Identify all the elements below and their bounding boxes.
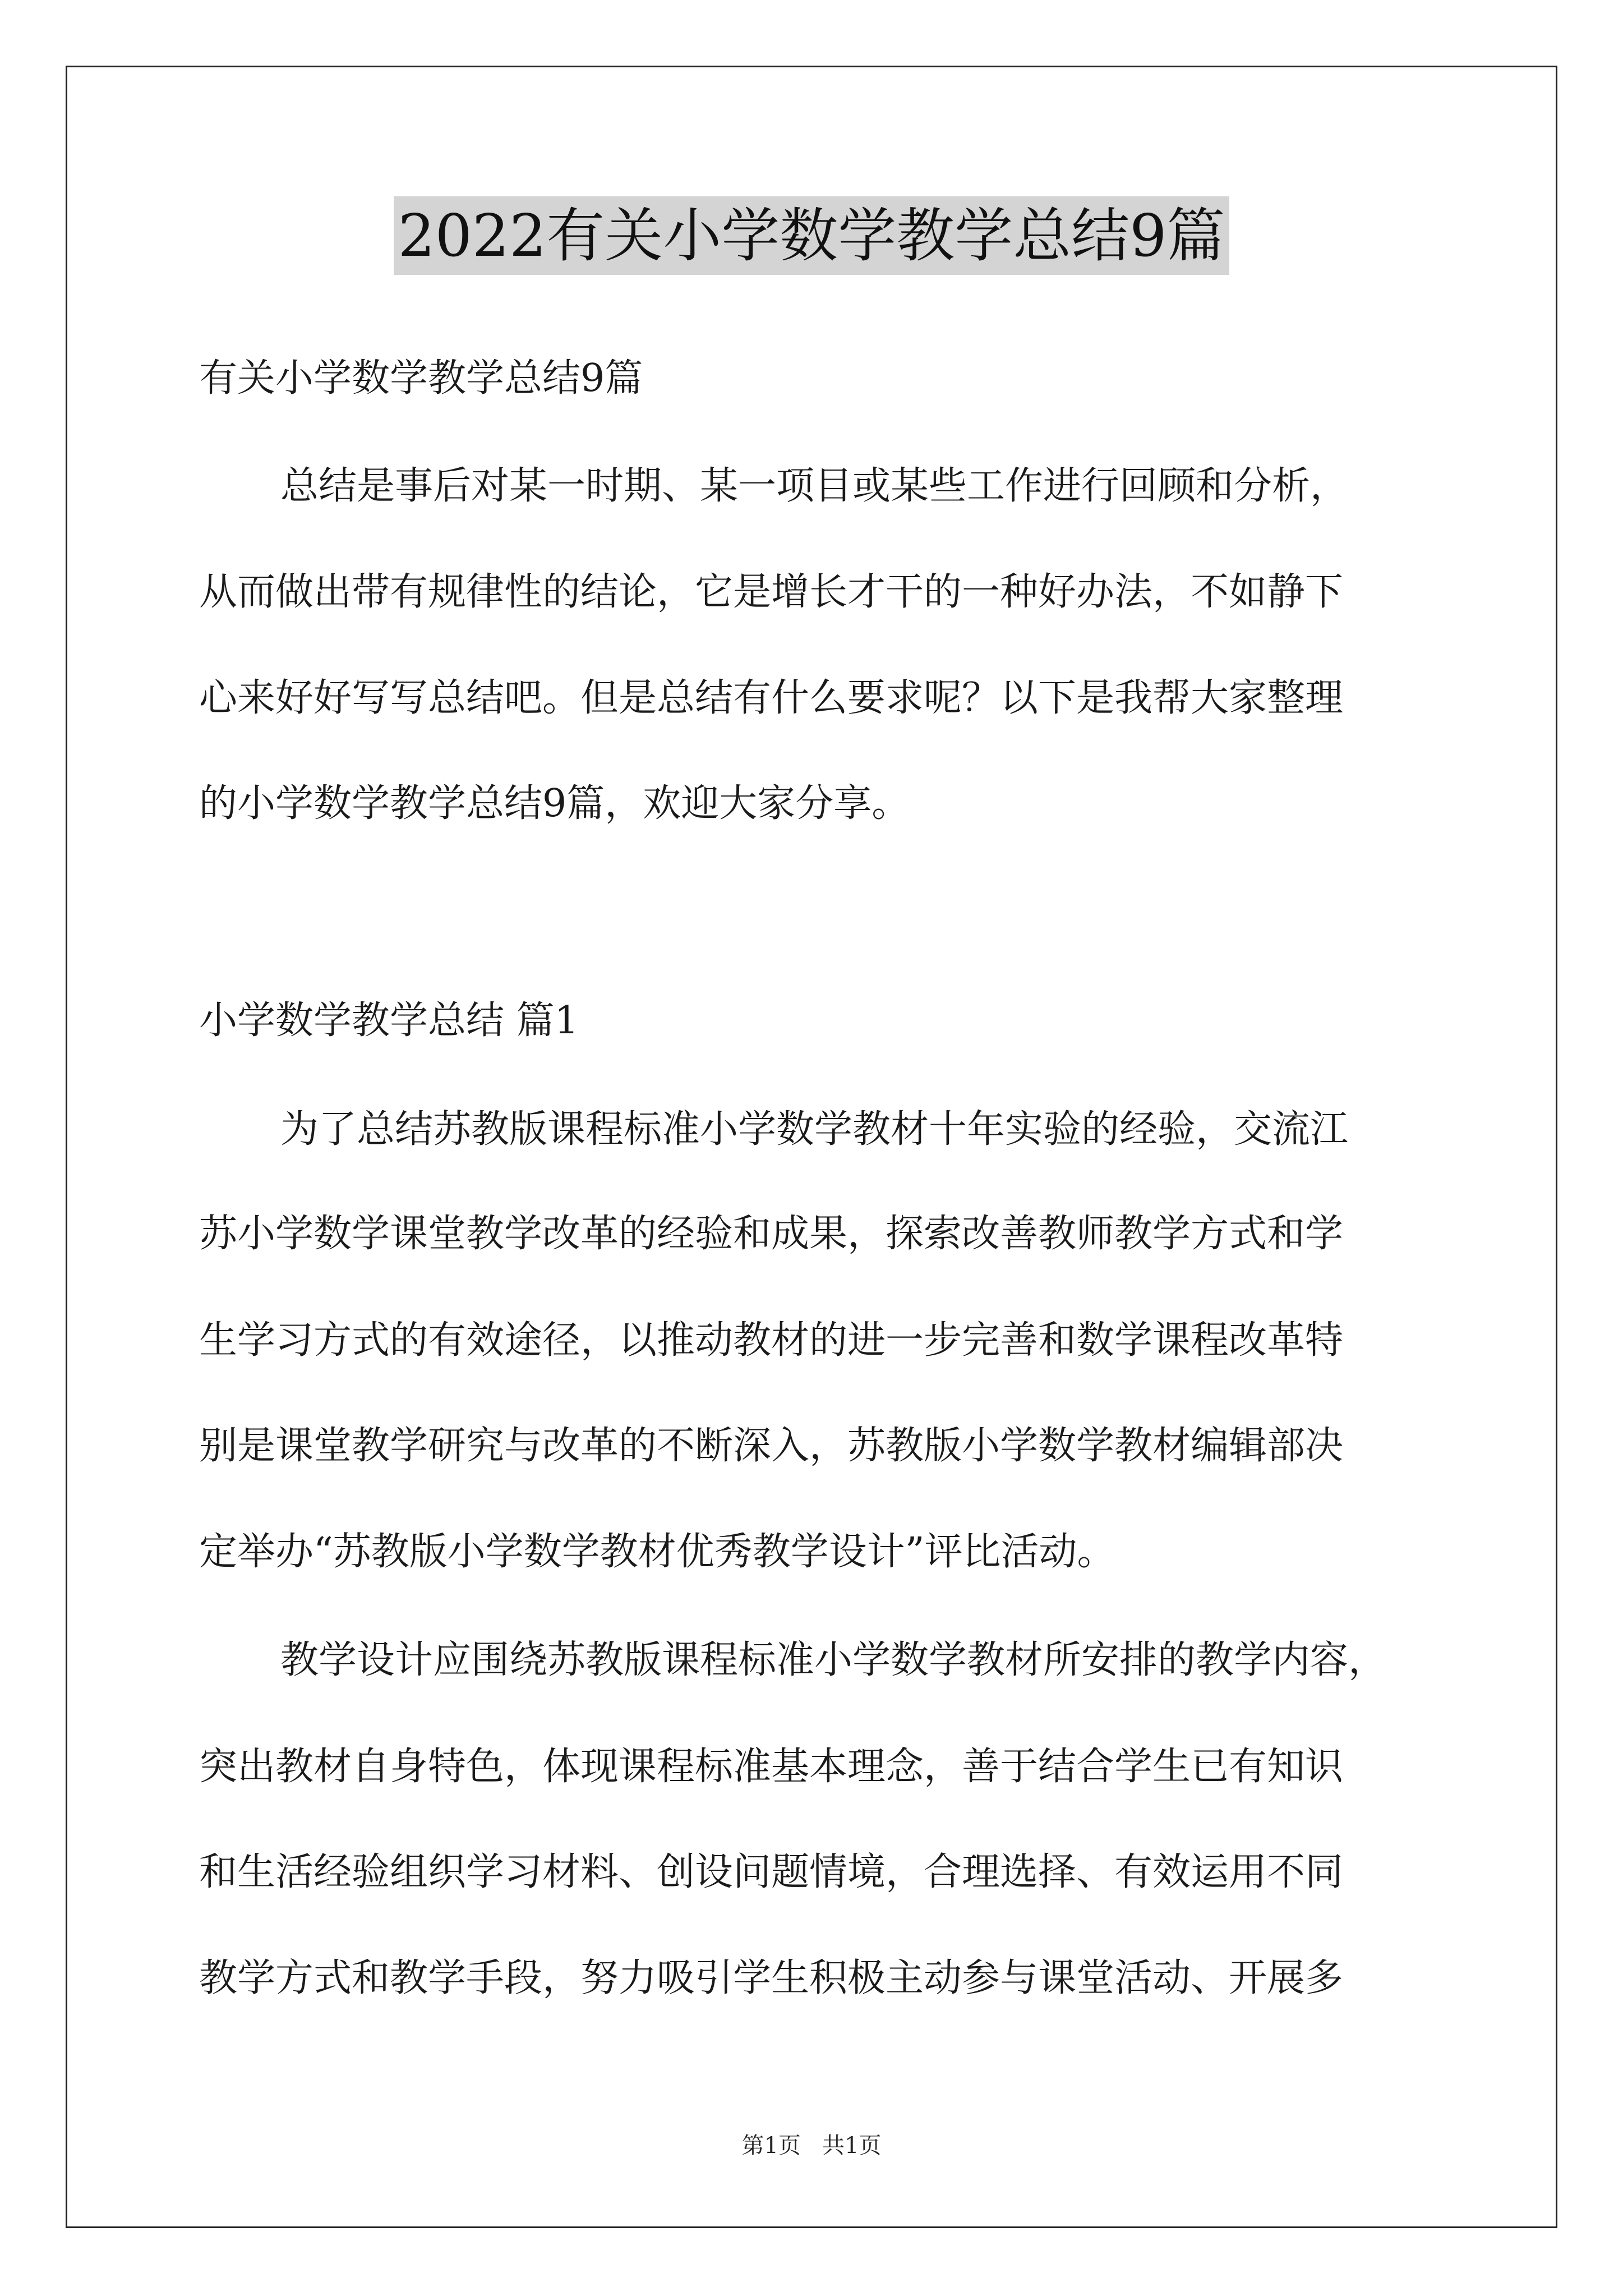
para1-line-1: 为了总结苏教版课程标准小学数学教材十年实验的经验，交流江 [280, 1107, 1349, 1152]
para1-line-2: 苏小学数学课堂教学改革的经验和成果，探索改善教师教学方式和学 [199, 1212, 1344, 1256]
para2-line-2: 突出教材自身特色，体现课程标准基本理念，善于结合学生已有知识 [199, 1745, 1344, 1789]
para1-line-3: 生学习方式的有效途径，以推动教材的进一步完善和数学课程改革特 [199, 1318, 1344, 1363]
section-heading: 小学数学教学总结 篇1 [199, 999, 579, 1043]
intro-line-3: 心来好好写写总结吧。但是总结有什么要求呢？以下是我帮大家整理 [199, 676, 1344, 720]
para2-line-3: 和生活经验组织学习材料、创设问题情境，合理选择、有效运用不同 [199, 1850, 1344, 1894]
para1-line-4: 别是课堂教学研究与改革的不断深入，苏教版小学数学教材编辑部决 [199, 1424, 1344, 1468]
title-container [0, 196, 1623, 275]
intro-line-4: 的小学数学教学总结9篇，欢迎大家分享。 [199, 781, 910, 826]
subtitle: 有关小学数学教学总结9篇 [199, 356, 643, 401]
page-footer: 第1页 共1页 [741, 2133, 882, 2159]
document-title: 2022有关小学数学教学总结9篇 [394, 196, 1230, 275]
para1-line-5: 定举办“苏教版小学数学教材优秀教学设计”评比活动。 [199, 1530, 1115, 1574]
para2-line-1: 教学设计应围绕苏教版课程标准小学数学教材所安排的教学内容， [280, 1638, 1387, 1682]
intro-line-1: 总结是事后对某一时期、某一项目或某些工作进行回顾和分析， [280, 464, 1349, 508]
para2-line-4: 教学方式和教学手段，努力吸引学生积极主动参与课堂活动、开展多 [199, 1956, 1344, 2000]
intro-line-2: 从而做出带有规律性的结论，它是增长才干的一种好办法，不如静下 [199, 570, 1344, 614]
